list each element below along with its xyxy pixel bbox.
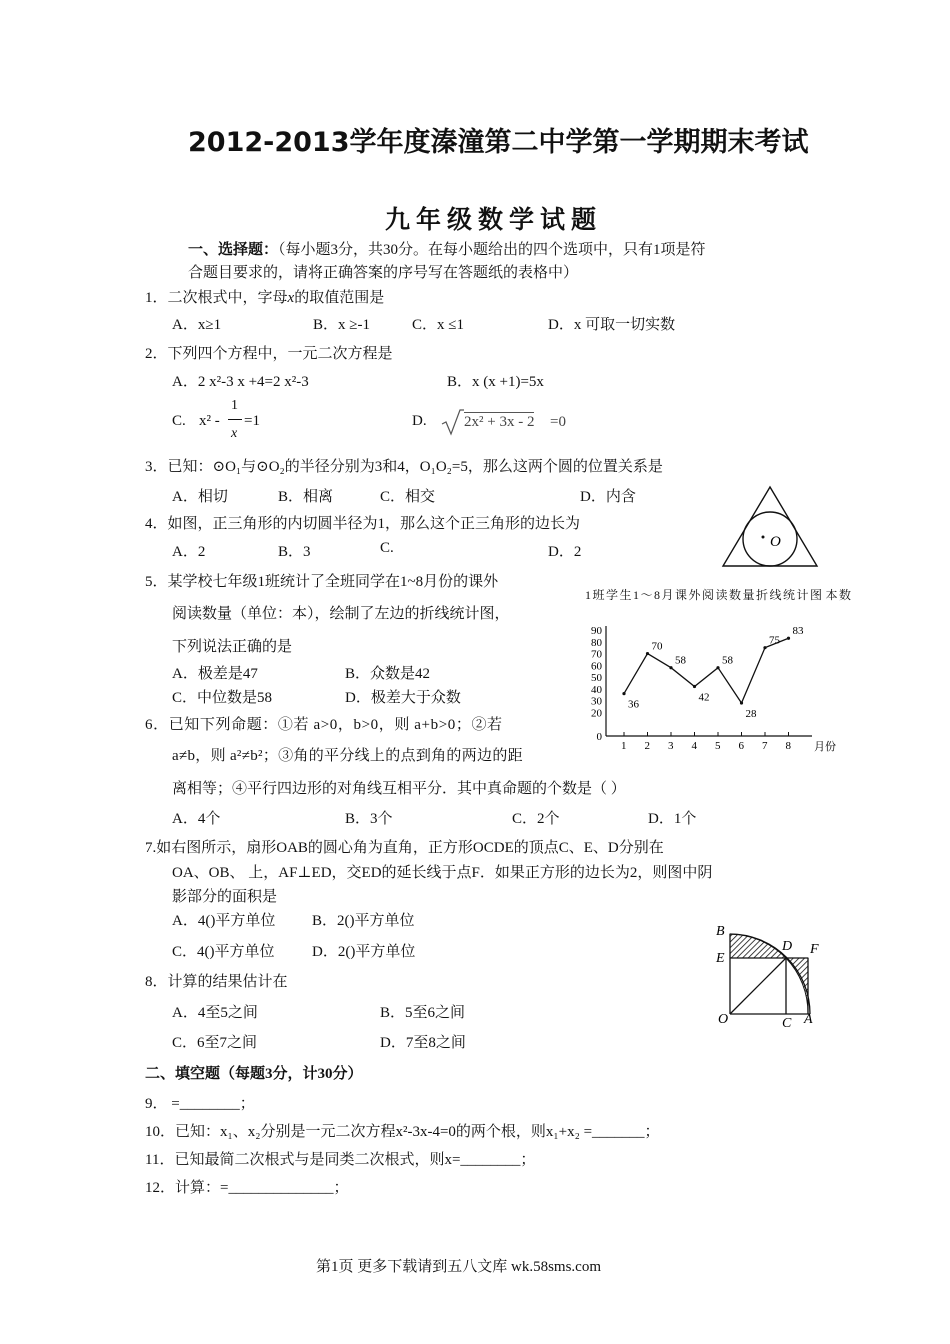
q5-option-c: C．中位数是58 — [172, 690, 273, 706]
data-label: 70 — [651, 640, 663, 653]
q8-option-d: D．7至8之间 — [380, 1035, 466, 1051]
q7-option-a: A．4()平方单位 — [172, 913, 276, 929]
q5-option-b: B．众数是42 — [345, 666, 431, 682]
point-e-label: E — [716, 951, 725, 966]
q6-line-2: a≠b，则 a²≠b²；③角的平分线上的点到角的两边的距 — [172, 748, 523, 764]
data-point — [646, 652, 649, 655]
y-tick-label: 30 — [591, 695, 602, 708]
q1-stem: 1．二次根式中，字母x的取值范围是 — [145, 290, 385, 306]
q5-option-d: D．极差大于众数 — [345, 690, 461, 706]
q7-option-d: D．2()平方单位 — [312, 944, 416, 960]
q6-line-1: 6．已知下列命题：①若 a>0，b>0，则 a+b>0；②若 — [145, 717, 503, 733]
section1-instructions-1: （每小题3分，共30分。在每小题给出的四个选项中，只有1项是符 — [278, 242, 706, 258]
x-tick-label: 5 — [715, 740, 721, 752]
data-label: 75 — [769, 634, 780, 647]
point-o-label: O — [718, 1012, 729, 1027]
q8-option-b: B．5至6之间 — [380, 1005, 466, 1021]
q4-option-d: D．2 — [548, 544, 582, 560]
q6-option-a: A．4个 — [172, 811, 221, 827]
q2-option-c-numerator: 1 — [231, 398, 238, 413]
q5-line-2: 阅读数量（单位：本），绘制了左边的折线统计图， — [172, 606, 510, 622]
y-tick-label: 70 — [591, 648, 602, 661]
section2-title: 二、填空题（每题3分，计30分） — [145, 1066, 363, 1082]
q3-option-d: D．内含 — [580, 489, 636, 505]
data-point — [622, 692, 625, 695]
q4-option-b: B．3 — [278, 544, 311, 560]
section1-title: 一、选择题： — [188, 242, 279, 258]
x-tick-label: 8 — [785, 740, 791, 752]
q5-line-1: 5．某学校七年级1班统计了全班同学在1~8月份的课外 — [145, 574, 499, 590]
q4-stem: 4．如图，正三角形的内切圆半径为1，那么这个正三角形的边长为 — [145, 516, 581, 532]
chart-title: 1班学生1～8月课外阅读数量折线统计图 本数 — [585, 588, 853, 602]
q8-option-c: C．6至7之间 — [172, 1035, 258, 1051]
y-tick-label: 80 — [591, 636, 602, 649]
q7-line-1: 7.如右图所示，扇形OAB的圆心角为直角，正方形OCDE的顶点C、E、D分别在 — [145, 840, 664, 856]
q7-line-3: 影部分的面积是 — [172, 889, 278, 905]
q1-option-d: D．x 可取一切实数 — [548, 317, 676, 333]
y-tick-label: 50 — [591, 672, 602, 685]
x-tick-label: 6 — [738, 740, 744, 752]
q7-line-2: OA、OB、 上，AF⊥ED，交ED的延长线于点F．如果正方形的边长为2，则图中阴 — [172, 865, 713, 881]
q8-stem: 8．计算的结果估计在 — [145, 974, 288, 990]
q2-option-b: B．x (x +1)=5x — [447, 374, 544, 390]
q1-option-a: A．x≥1 — [172, 317, 222, 333]
triangle-center-label: O — [770, 534, 781, 550]
y-tick-label: 20 — [591, 707, 602, 720]
line-chart — [570, 618, 845, 758]
data-point — [693, 685, 696, 688]
y-tick-label: 40 — [591, 683, 602, 696]
q2-option-c-label: C. — [172, 413, 186, 429]
data-label: 58 — [675, 654, 686, 667]
data-point — [787, 637, 790, 640]
q7-option-c: C．4()平方单位 — [172, 944, 275, 960]
data-point — [716, 666, 719, 669]
q10-text: 10．已知：x₁、x₂分别是一元二次方程x²-3x-4=0的两个根，则x₁+x₂ =_______； — [145, 1124, 660, 1140]
q12-text: 12．计算：=______________； — [145, 1180, 349, 1196]
q3-option-b: B．相离 — [278, 489, 334, 505]
point-f-label: F — [810, 942, 819, 957]
x-axis-label: 月份 — [814, 741, 836, 753]
q5-option-a: A．极差是47 — [172, 666, 258, 682]
point-d-label: D — [782, 939, 793, 954]
q9-text: 9． =________； — [145, 1096, 255, 1112]
q5-line-3: 下列说法正确的是 — [172, 639, 293, 655]
q6-option-b: B．3个 — [345, 811, 393, 827]
x-tick-label: 1 — [621, 740, 627, 752]
q6-line-3: 离相等；④平行四边形的对角线互相平分．其中真命题的个数是（ ） — [172, 781, 626, 797]
q4-option-a: A．2 — [172, 544, 206, 560]
point-a-label: A — [804, 1012, 813, 1027]
q2-option-c-denominator: x — [231, 426, 238, 441]
x-tick-label: 3 — [668, 740, 674, 752]
q2-option-d-expr: 2x² + 3x - 2 — [464, 414, 535, 430]
data-label: 28 — [745, 708, 757, 721]
triangle-incircle-figure — [720, 484, 820, 570]
q8-option-a: A．4至5之间 — [172, 1005, 258, 1021]
q2-stem: 2．下列四个方程中，一元二次方程是 — [145, 346, 393, 362]
q4-option-c: C. — [380, 540, 394, 556]
point-b-label: B — [716, 924, 725, 939]
point-c-label: C — [782, 1016, 792, 1031]
page-subtitle: 九年级数学试题 — [385, 205, 603, 234]
q1-option-c: C．x ≤1 — [412, 317, 464, 333]
x-tick-label: 4 — [691, 740, 697, 752]
sector-square-figure — [712, 920, 828, 1032]
q2-option-a: A．2 x²-3 x +4=2 x²-3 — [172, 374, 309, 390]
q1-option-b: B．x ≥-1 — [313, 317, 370, 333]
data-label: 42 — [698, 691, 710, 704]
q2-option-d-end: =0 — [550, 414, 566, 430]
data-point — [763, 646, 766, 649]
q3-stem: 3．已知：⊙O₁与⊙O₂的半径分别为3和4，O₁O₂=5，那么这两个圆的位置关系是 — [145, 459, 663, 475]
section1-instructions-2: 合题目要求的，请将正确答案的序号写在答题纸的表格中） — [188, 265, 579, 281]
x-tick-label: 2 — [644, 740, 650, 752]
y-tick-label: 60 — [591, 660, 602, 673]
data-label: 83 — [792, 625, 804, 638]
x-tick-label: 7 — [762, 740, 768, 752]
y-tick-label: 0 — [596, 731, 602, 743]
data-point — [740, 701, 743, 704]
q2-option-c-end: =1 — [244, 413, 260, 429]
data-point — [669, 666, 672, 669]
q6-option-c: C．2个 — [512, 811, 560, 827]
q11-text: 11．已知最简二次根式与是同类二次根式，则x=________； — [145, 1152, 536, 1168]
page-footer: 第1页 更多下载请到五八文库 wk.58sms.com — [316, 1259, 602, 1275]
q3-option-a: A．相切 — [172, 489, 228, 505]
data-label: 58 — [722, 654, 733, 667]
section1-heading — [188, 238, 706, 259]
y-tick-label: 90 — [591, 625, 602, 637]
q2-option-c-expr: x² - — [199, 413, 220, 429]
sqrt-sign-icon — [440, 408, 464, 436]
q2-option-d-label: D. — [412, 413, 427, 429]
q7-option-b: B．2()平方单位 — [312, 913, 415, 929]
data-label: 36 — [628, 698, 639, 711]
q3-option-c: C．相交 — [380, 489, 436, 505]
q6-option-d: D．1个 — [648, 811, 697, 827]
q2-option-c-fraction-bar — [228, 419, 242, 420]
page-title: 2012-2013学年度溱潼第二中学第一学期期末考试 — [188, 127, 809, 158]
